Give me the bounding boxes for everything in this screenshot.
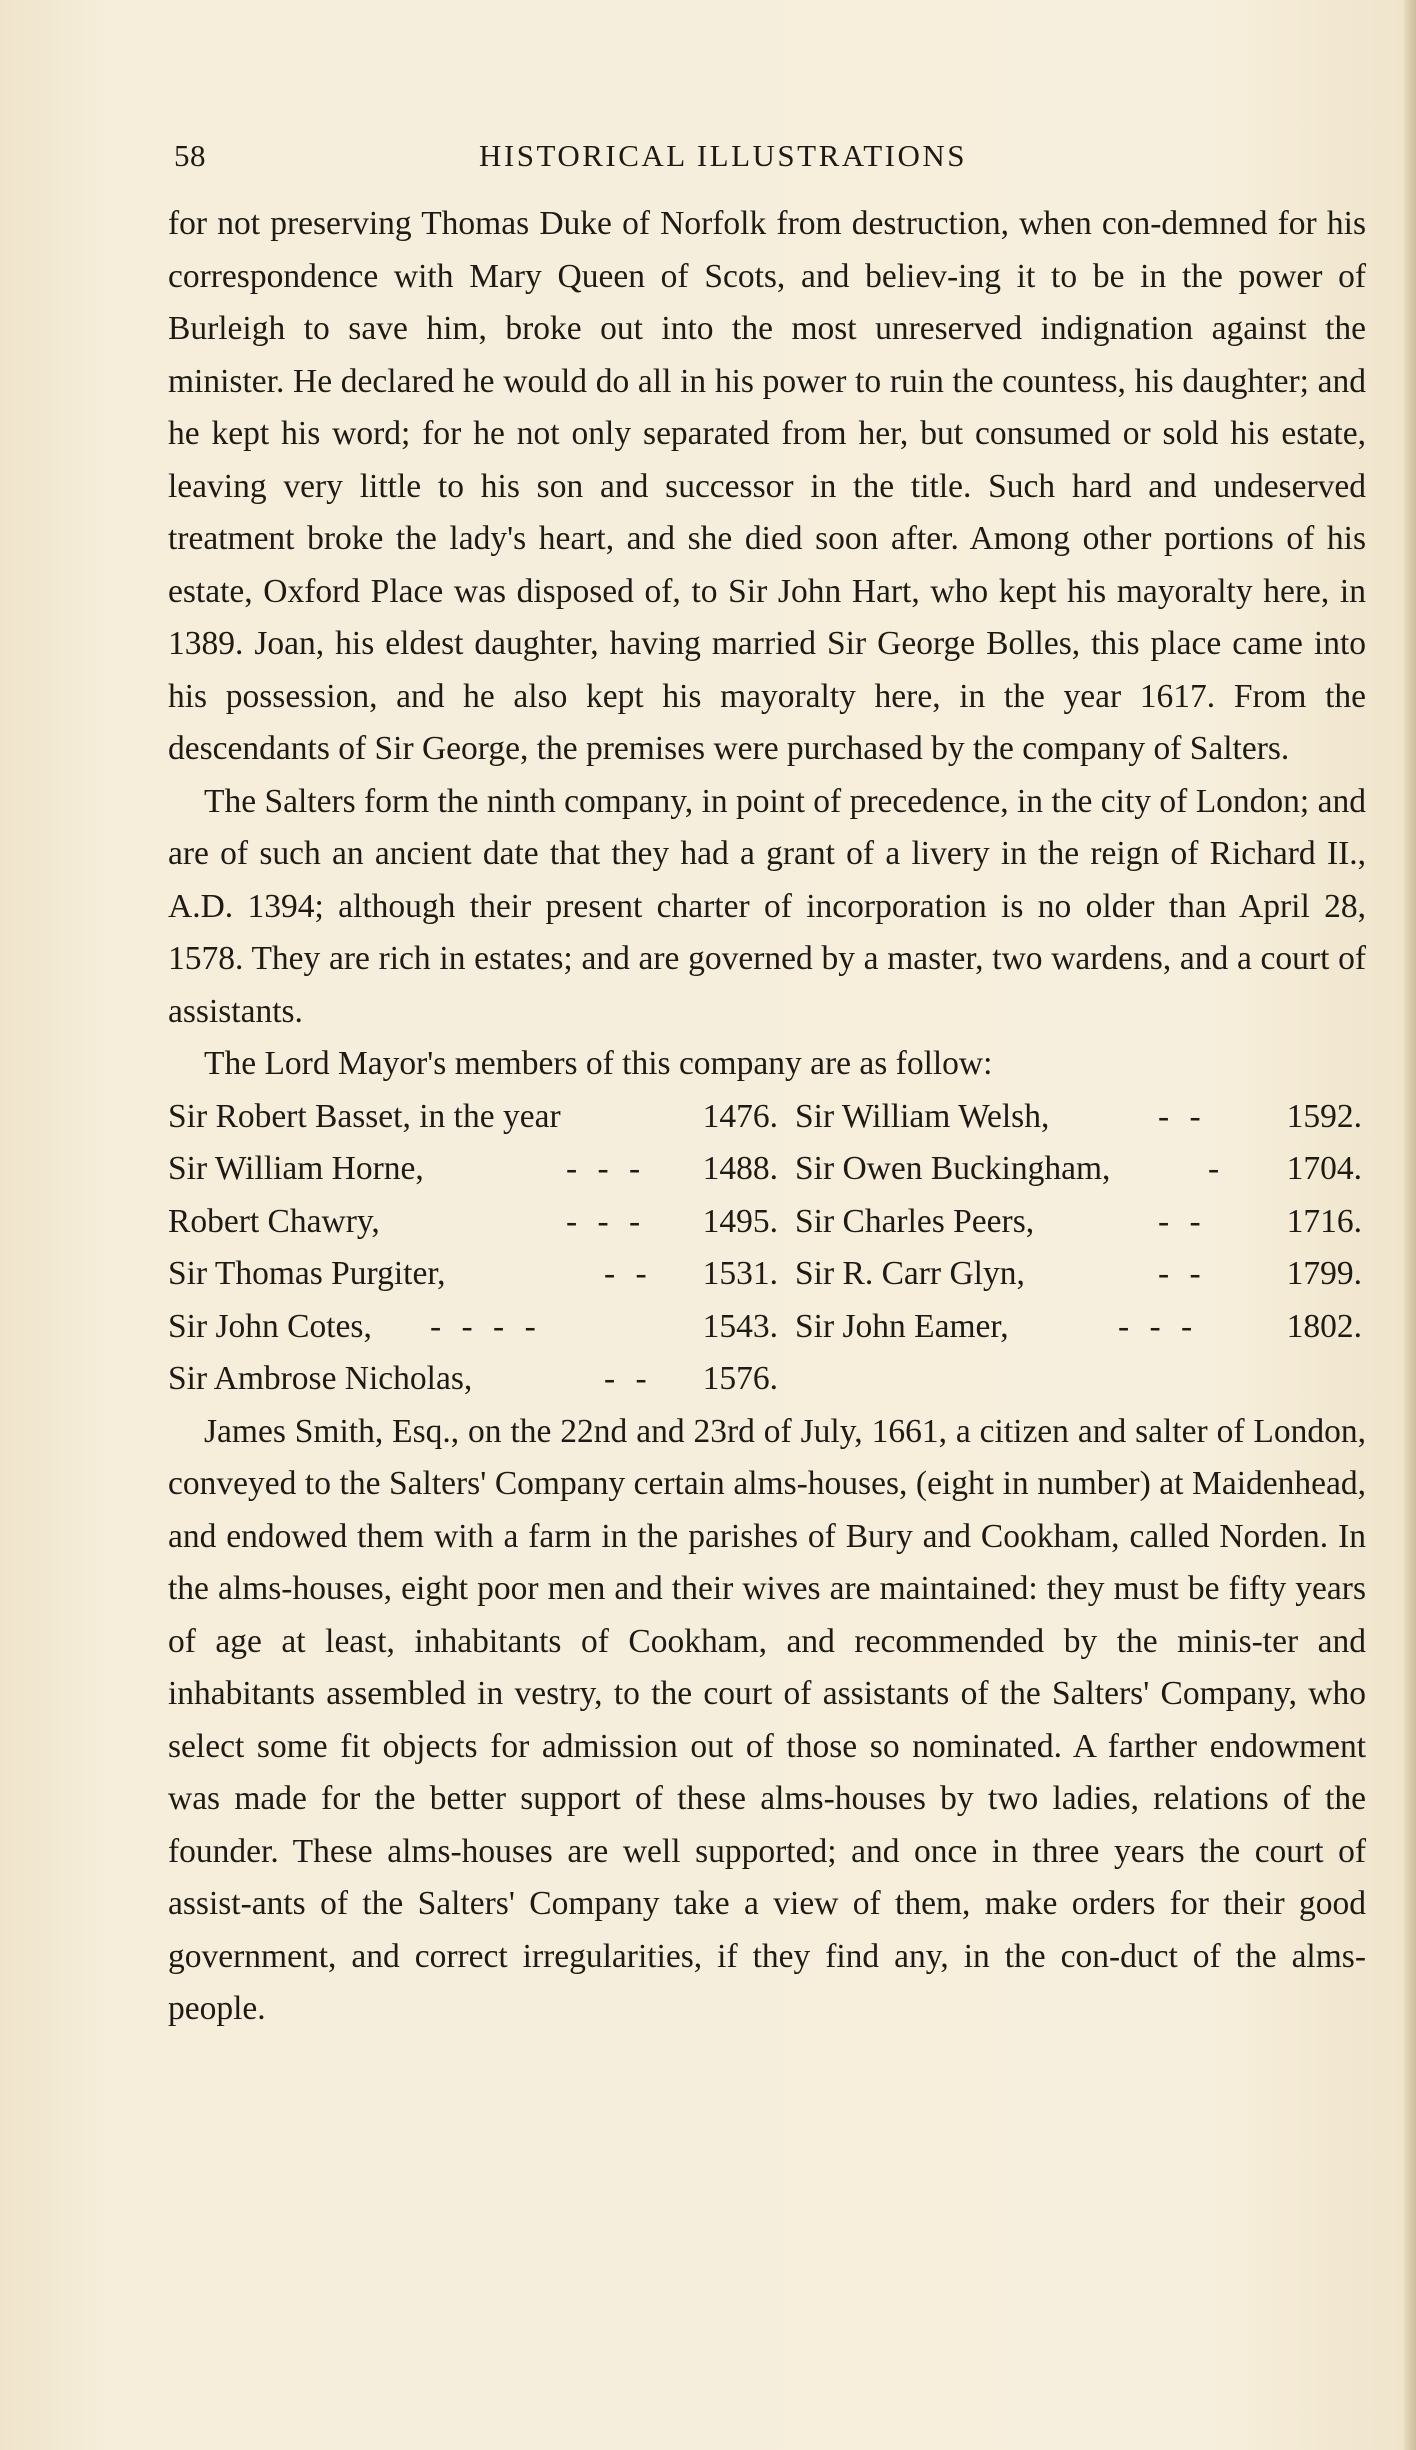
mayor-name: Sir R. Carr Glyn, [795,1255,1025,1292]
running-head: HISTORICAL ILLUSTRATIONS [479,138,967,173]
mayor-name: Sir William Welsh, [795,1097,1050,1135]
leader-dashes: - - [1158,1202,1207,1240]
paragraph-alms-houses: James Smith, Esq., on the 22nd and 23rd of July, 1661, a citizen and salter of London, conveyed to the Salters' Company certain alms-houses, (eight in number) at Maidenhead, and endowed them with a farm in the parishes of Bury and Cookham, called Norden. In the alms-houses, eight poor men and their wives are maintained: they must be fifty years of age at least, inhabitants of Cookham, and recommended by the minis-ter and inhabitants assembled in vestry, to the court of assistants of the Salters' Company, who select some fit objects for admission out of those so nominated. A farther endowment was made for the better support of these alms-houses by two ladies, relations of the founder. These alms-houses are well supported; and once in three years the court of assist-ants of the Salters' Company take a view of them, make orders for their good government, and correct irregularities, if they find any, in the con-duct of the alms-people. [168,1412,1366,2027]
mayor-year: 1802. [1286,1307,1362,1345]
mayor-name: Sir John Eamer, [795,1307,1009,1345]
mayor-name: Sir Ambrose Nicholas, [168,1360,473,1397]
mayor-name: Sir Robert Basset, in the year [168,1097,561,1135]
lord-mayors-list [168,1091,1366,1406]
mayor-year: 1716. [1286,1202,1362,1240]
paragraph-lord-mayors-intro: The Lord Mayor's members of this company are as follow: [204,1045,993,1082]
leader-dashes: - [1208,1150,1226,1187]
mayor-year: 1543. [702,1307,778,1345]
leader-dashes: - - [1158,1097,1207,1135]
mayor-row [168,1248,1366,1301]
leader-dashes: - - - [1118,1307,1199,1345]
mayor-row [168,1353,1366,1406]
leader-dashes: - - [604,1255,653,1292]
mayor-name: Sir Thomas Purgiter, [168,1255,446,1292]
paragraph-salters-company: The Salters form the ninth company, in point of precedence, in the city of London; and are of such an ancient date that they had a grant of a livery in the reign of Richard II., A.D. 1394; although their present charter of incorporation is no older than April 28, 1578. They are rich in estates; and are governed by a master, two wardens, and a court of assistants. [168,782,1366,1030]
leader-dashes: - - - - [430,1307,542,1345]
mayor-year: 1576. [702,1360,778,1397]
mayor-row [168,1091,1366,1144]
mayor-name: Sir Charles Peers, [795,1202,1035,1240]
body-text [168,198,1366,2036]
mayor-name: Sir William Horne, [168,1150,424,1187]
mayor-year: 1704. [1286,1150,1362,1187]
leader-dashes: - - - [566,1202,647,1240]
leader-dashes: - - [604,1360,653,1397]
mayor-year: 1476. [702,1097,778,1135]
mayor-year: 1488. [702,1150,778,1187]
mayor-name: Sir Owen Buckingham, [795,1150,1111,1187]
mayor-year: 1592. [1286,1097,1362,1135]
page-header [174,138,1364,178]
mayor-row [168,1196,1366,1249]
mayor-name: Sir John Cotes, [168,1307,372,1345]
mayor-name: Robert Chawry, [168,1202,380,1240]
mayor-year: 1495. [702,1202,778,1240]
mayor-row [168,1143,1366,1196]
page-number: 58 [174,138,206,173]
mayor-year: 1531. [702,1255,778,1292]
leader-dashes: - - - [566,1150,647,1187]
leader-dashes: - - [1158,1255,1207,1292]
page-edge [1404,0,1416,2450]
paragraph-oxford-place: for not preserving Thomas Duke of Norfolk from destruction, when con-demned for his correspondence with Mary Queen of Scots, and believ-ing it to be in the power of Burleigh to save him, broke out into the most unreserved indignation against the minister. He declared he would do all in his power to ruin the countess, his daughter; and he kept his word; for he not only separated from her, but consumed or sold his estate, leaving very little to his son and successor in the title. Such hard and undeserved treatment broke the lady's heart, and she died soon after. Among other portions of his estate, Oxford Place was disposed of, to Sir John Hart, who kept his mayoralty here, in 1389. Joan, his eldest daughter, having married Sir George Bolles, this place came into his possession, and he also kept his mayoralty here, in the year 1617. From the descendants of Sir George, the premises were purchased by the company of Salters. [168,205,1366,767]
mayor-row [168,1301,1366,1354]
mayor-year: 1799. [1286,1255,1362,1292]
